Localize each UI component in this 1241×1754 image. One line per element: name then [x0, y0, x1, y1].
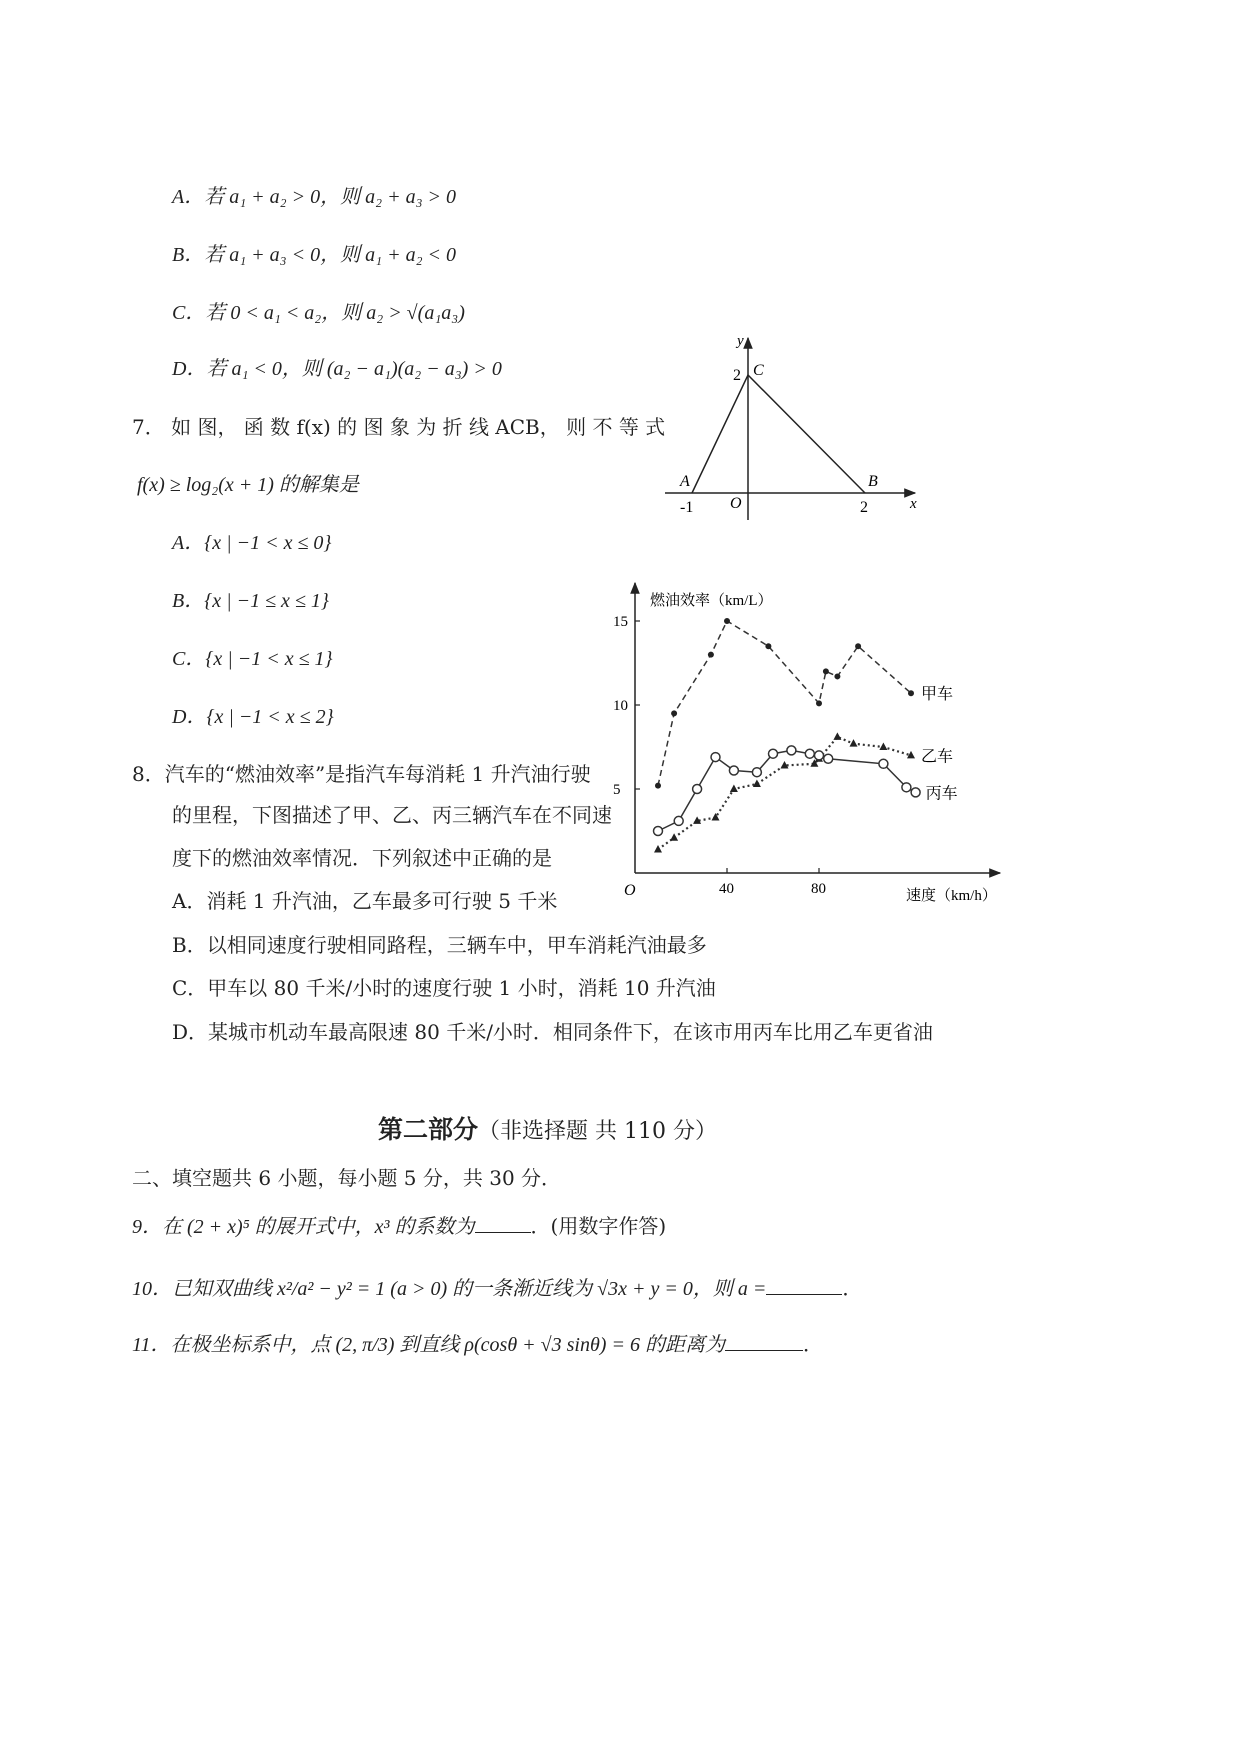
q8-option-a: A．消耗 1 升汽油，乙车最多可行驶 5 千米: [172, 889, 558, 913]
y-tick-label-5: 5: [613, 782, 621, 798]
q6-option-b: B．若 a₁ + a₃ < 0，则 a₁ + a₂ < 0: [172, 244, 457, 266]
q8-option-b: B．以相同速度行驶相同路程，三辆车中，甲车消耗汽油最多: [172, 933, 707, 957]
q7-label-b: B: [868, 473, 878, 490]
q7-option-a: A．{x | −1 < x ≤ 0}: [172, 532, 332, 554]
series-2-point-4: [729, 766, 738, 775]
q8-option-d: D．某城市机动车最高限速 80 千米/小时．相同条件下，在该市用丙车比用乙车更省油: [172, 1020, 933, 1044]
series-0-point-2: [708, 652, 714, 658]
series-1-point-11: [879, 743, 887, 751]
q7-label-c: C: [753, 362, 764, 379]
x-tick-label-80: 80: [811, 881, 826, 897]
section2-heading: 二、填空题共 6 小题，每小题 5 分，共 30 分．: [132, 1166, 562, 1190]
series-2-point-12: [902, 783, 911, 792]
series-0-point-3: [724, 618, 730, 624]
x-tick-label-40: 40: [719, 881, 734, 897]
series-0-point-5: [816, 700, 822, 706]
series-2-point-5: [752, 768, 761, 777]
series-2-point-11: [879, 759, 888, 768]
series-2-point-9: [815, 751, 824, 760]
q8-option-c: C．甲车以 80 千米/小时的速度行驶 1 小时，消耗 10 升汽油: [172, 976, 716, 1000]
chart-x-axis-label: 速度（km/h）: [906, 888, 997, 904]
part2-title-main: 第二部分: [378, 1115, 479, 1144]
series-1-point-0: [654, 845, 662, 853]
q7-tick-2-x: 2: [860, 499, 868, 516]
q9-text: 9．在 (2 + x)⁵ 的展开式中，x³ 的系数为: [132, 1216, 475, 1238]
q7-polyline-acb: [692, 375, 865, 493]
series-0-point-7: [834, 673, 840, 679]
part2-title: [378, 1110, 717, 1146]
q7-label-x: x: [910, 496, 917, 512]
series-0-point-0: [655, 783, 661, 789]
q10-text: 10．已知双曲线 x²/a² − y² = 1 (a > 0) 的一条渐近线为 √3x + y = 0，则 a =: [132, 1278, 767, 1300]
series-label-2: 丙车: [925, 785, 958, 803]
part2-subtitle: （非选择题 共 110 分）: [478, 1119, 717, 1144]
series-2-point-8: [805, 749, 814, 758]
q10-text-after: ．: [842, 1276, 863, 1300]
series-1-point-1: [670, 833, 678, 841]
q11: [132, 1332, 823, 1357]
q6-option-d: D．若 a₁ < 0，则 (a₂ − a₁)(a₂ − a₃) > 0: [172, 358, 502, 380]
q8-stem-line3: 度下的燃油效率情况．下列叙述中正确的是: [172, 846, 552, 870]
y-tick-label-10: 10: [613, 698, 628, 714]
series-0-point-9: [908, 690, 914, 696]
series-label-1: 乙车: [921, 748, 954, 766]
series-2-point-6: [769, 749, 778, 758]
series-1-point-10: [850, 739, 858, 747]
series-2-point-7: [787, 746, 796, 755]
series-0-point-1: [671, 710, 677, 716]
y-tick-label-15: 15: [613, 614, 628, 630]
q7-figure: [660, 330, 930, 530]
q7-stem-line1: 7． 如 图， 函 数 f(x) 的 图 象 为 折 线 ACB， 则 不 等 式: [132, 415, 666, 439]
q7-option-d: D．{x | −1 < x ≤ 2}: [172, 706, 334, 728]
q9-text-after: ．(用数字作答): [530, 1214, 667, 1238]
q7-tick-2-y: 2: [733, 367, 741, 384]
series-1-point-9: [833, 732, 841, 740]
q11-text-after: ．: [802, 1332, 823, 1356]
q7-option-b: B．{x | −1 ≤ x ≤ 1}: [172, 590, 329, 612]
q10: [132, 1276, 862, 1301]
q6-option-a: A．若 a₁ + a₂ > 0，则 a₂ + a₃ > 0: [172, 186, 457, 208]
series-1-point-5: [753, 779, 761, 787]
series-2-point-1: [674, 816, 683, 825]
q7-label-o: O: [730, 495, 742, 512]
chart-y-axis-label: 燃油效率（km/L）: [650, 593, 773, 609]
q7-tick-neg1: -1: [680, 499, 694, 516]
series-2-point-0: [654, 827, 663, 836]
q6-option-c: C．若 0 < a₁ < a₂，则 a₂ > √(a₁a₃): [172, 302, 465, 324]
q11-answer-blank[interactable]: [725, 1332, 803, 1351]
q10-answer-blank[interactable]: [766, 1276, 842, 1295]
series-2-point-10: [824, 754, 833, 763]
q9-answer-blank[interactable]: [475, 1214, 531, 1233]
series-label-0: 甲车: [921, 686, 954, 704]
series-2-point-13: [911, 788, 920, 797]
series-0-point-6: [823, 668, 829, 674]
q7-stem-line2: f(x) ≥ log₂(x + 1) 的解集是: [137, 474, 359, 496]
q7-option-c: C．{x | −1 < x ≤ 1}: [172, 648, 333, 670]
series-line-0: [658, 621, 911, 786]
q7-label-y: y: [737, 333, 744, 349]
series-2-point-2: [693, 785, 702, 794]
q11-text: 11．在极坐标系中，点 (2, π/3) 到直线 ρ(cosθ + √3 sinθ) = 6 的距离为: [132, 1334, 725, 1356]
series-0-point-8: [855, 643, 861, 649]
series-0-point-4: [765, 643, 771, 649]
q9: [132, 1214, 666, 1239]
series-2-point-3: [711, 753, 720, 762]
series-1-point-4: [730, 785, 738, 793]
fuel-efficiency-chart: [610, 578, 1010, 908]
q7-label-a: A: [680, 473, 690, 490]
q8-stem-line1: 8．汽车的“燃油效率”是指汽车每消耗 1 升汽油行驶: [132, 762, 591, 786]
chart-origin-label: O: [624, 882, 636, 899]
q8-stem-line2: 的里程，下图描述了甲、乙、丙三辆汽车在不同速: [172, 803, 612, 827]
